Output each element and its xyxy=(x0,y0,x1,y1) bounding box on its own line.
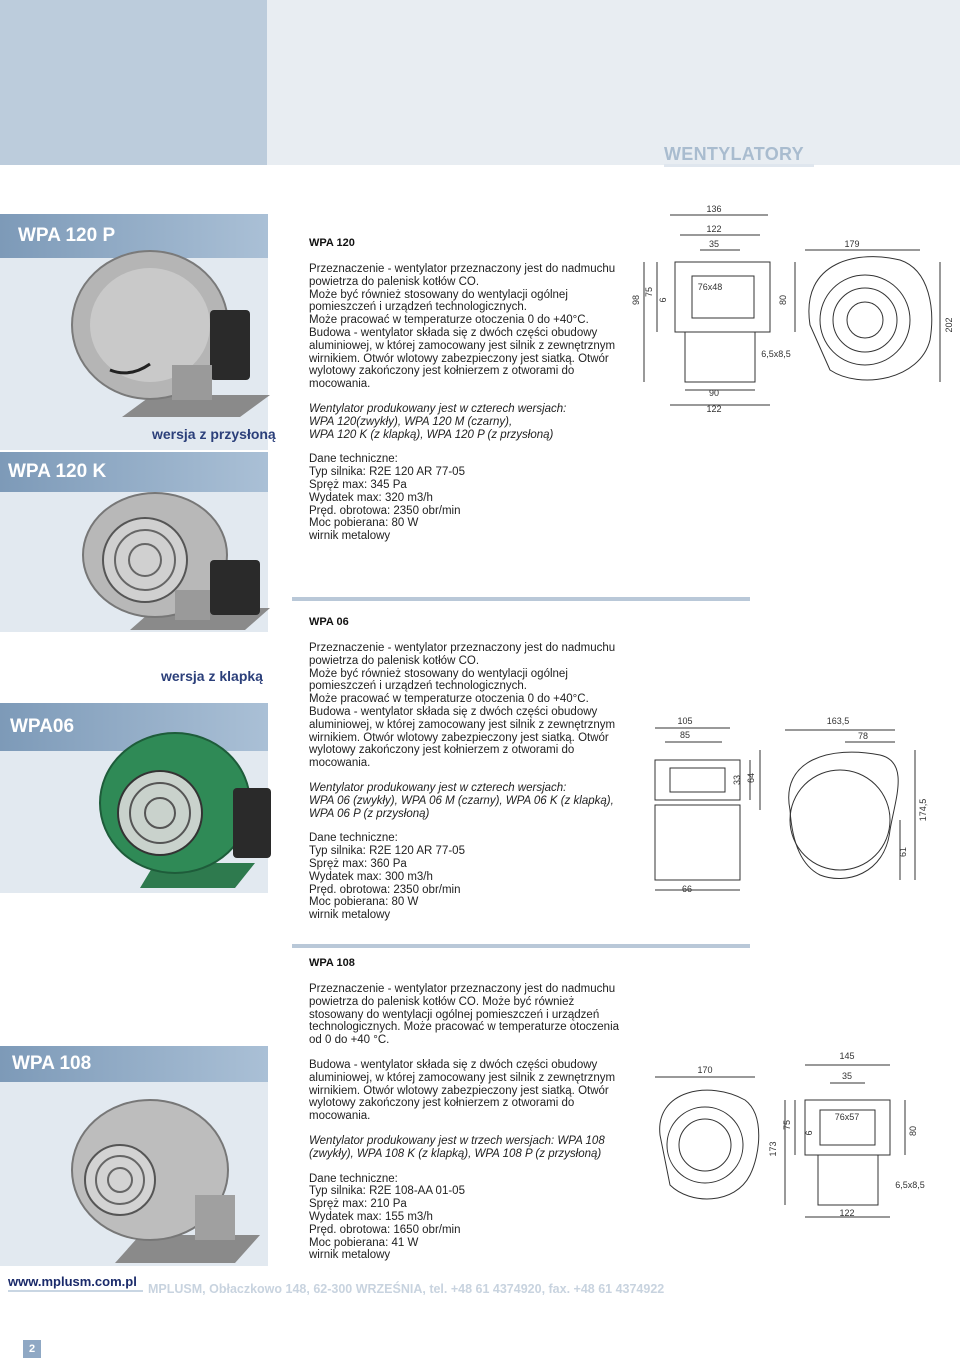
fan-front-grille-inner xyxy=(847,302,883,338)
fan-side-flange xyxy=(675,262,770,332)
wpa120-description xyxy=(309,263,639,543)
fan-outlet xyxy=(195,1195,235,1240)
dim-label: 78 xyxy=(857,731,869,741)
fan-flap xyxy=(175,590,210,620)
dim-label: 179 xyxy=(844,239,860,249)
desc-line: powietrza do palenisk kotłów CO. xyxy=(309,654,480,667)
versions-line: Wentylator produkowany jest w czterech wersjach: xyxy=(309,781,567,794)
desc-line: wylotowy zakończony jest kołnierzem z otworami do xyxy=(309,744,575,757)
dim-label: 80 xyxy=(778,294,788,306)
wpa108-fan-photo xyxy=(65,1095,260,1270)
desc-line: Przeznaczenie - wentylator przeznaczony jest do nadmuchu xyxy=(309,642,616,654)
fan-front-housing xyxy=(789,752,898,878)
desc-line: aluminiowej, w której zamocowany jest silnik z zewnętrznym xyxy=(309,718,616,731)
spec-line: Moc pobierana: 80 W xyxy=(309,896,419,909)
spec-line: Typ silnika: R2E 108-AA 01-05 xyxy=(309,1185,465,1198)
dim-label: 6,5x8,5 xyxy=(761,349,791,359)
dim-label: 75 xyxy=(782,1119,792,1131)
header-band-left xyxy=(0,0,267,165)
dim-label: 122 xyxy=(839,1208,855,1218)
fan-outlet xyxy=(172,365,212,400)
versions-line: Wentylator produkowany jest w czterech wersjach: xyxy=(309,402,567,415)
spec-line: Spręż max: 210 Pa xyxy=(309,1198,407,1211)
dim-label: 145 xyxy=(839,1051,855,1061)
spec-line: Pręd. obrotowa: 1650 obr/min xyxy=(309,1223,461,1236)
desc-line: powietrza do palenisk kotłów CO. Może być również xyxy=(309,995,575,1008)
desc-line: Budowa - wentylator składa się z dwóch części obudowy xyxy=(309,1058,598,1071)
desc-line: aluminiowej, w której zamocowany jest silnik z zewnętrznym xyxy=(309,1071,616,1084)
fan-motor-box xyxy=(210,310,250,380)
section-separator xyxy=(292,597,750,601)
spec-line: Pręd. obrotowa: 2350 obr/min xyxy=(309,504,461,517)
dim-label: 105 xyxy=(677,716,693,726)
desc-line: Może pracować w temperaturze otoczenia 0 do +40°C. xyxy=(309,314,589,327)
wpa120-dimension-drawing xyxy=(630,200,960,420)
spec-line: Dane techniczne: xyxy=(309,453,398,466)
dim-label: 61 xyxy=(898,846,908,858)
footer-address: MPLUSM, Obłaczkowo 148, 62-300 WRZEŚNIA, tel. +48 61 4374920, fax. +48 61 4374922 xyxy=(148,1282,665,1296)
desc-line: mocowania. xyxy=(309,1110,371,1123)
spec-line: Spręż max: 360 Pa xyxy=(309,857,407,870)
dim-label: 90 xyxy=(708,388,720,398)
desc-line: pomieszczeń i urządzeń technologicznych. xyxy=(309,680,527,693)
desc-line: Może być również stosowany do wentylacji ogólnej xyxy=(309,288,568,301)
spec-line: Typ silnika: R2E 120 AR 77-05 xyxy=(309,466,465,479)
dim-label: 170 xyxy=(697,1065,713,1075)
desc-line: Budowa - wentylator składa się z dwóch części obudowy xyxy=(309,326,598,339)
header-band-right xyxy=(267,0,960,165)
page-title: WENTYLATORY xyxy=(664,144,804,164)
dim-label: 76x48 xyxy=(697,282,723,292)
dim-label: 80 xyxy=(908,1125,918,1137)
versions-line: WPA 06 P (z przysłoną) xyxy=(309,807,430,820)
dim-label: 6 xyxy=(658,297,668,303)
fan-side-body xyxy=(818,1155,878,1205)
desc-line: stosowany do wentylacji ogólnej pomieszczeń i urządzeń xyxy=(309,1008,600,1021)
spec-line: Wydatek max: 155 m3/h xyxy=(309,1210,433,1223)
wpa108-label: WPA 108 xyxy=(0,1046,268,1082)
wpa120p-fan-photo xyxy=(60,245,270,420)
fan-motor-box xyxy=(210,560,260,615)
fan-side-body xyxy=(685,332,755,382)
desc-line: wylotowy zakończony jest kołnierzem z otworami do xyxy=(309,1097,575,1110)
fan-front-inlet xyxy=(667,1107,743,1183)
desc-line: Budowa - wentylator składa się z dwóch części obudowy xyxy=(309,705,598,718)
fan-front-grille xyxy=(679,1119,731,1171)
fan-side-body xyxy=(655,805,740,880)
fan-side-flange xyxy=(655,760,740,800)
wpa06-variant-label: wersja z klapką xyxy=(161,668,263,684)
wpa108-description xyxy=(309,983,649,1262)
desc-line: od 0 do +40 °C. xyxy=(309,1034,390,1047)
spec-line: wirnik metalowy xyxy=(309,909,391,922)
spec-line: Spręż max: 345 Pa xyxy=(309,478,407,491)
desc-line: wirnikiem. Otwór wlotowy zabezpieczony jest siatką. Otwór xyxy=(309,1084,609,1097)
dim-label: 75 xyxy=(644,286,654,298)
fan-front-inlet xyxy=(790,770,890,870)
wpa120p-variant-label: wersja z przysłoną xyxy=(152,426,276,442)
dim-label: 6 xyxy=(804,1130,814,1136)
desc-line: pomieszczeń i urządzeń technologicznych. xyxy=(309,301,527,314)
spec-line: Moc pobierana: 80 W xyxy=(309,517,419,530)
wpa108-title: WPA 108 xyxy=(309,957,355,969)
dim-label: 35 xyxy=(841,1071,853,1081)
spec-line: Typ silnika: R2E 120 AR 77-05 xyxy=(309,845,465,858)
desc-line: wylotowy zakończony jest kołnierzem z otworami do xyxy=(309,365,575,378)
fan-outlet-opening xyxy=(670,768,725,792)
dim-label: 33 xyxy=(732,774,742,786)
wpa108-dimension-drawing xyxy=(640,1045,940,1225)
desc-line: mocowania. xyxy=(309,757,371,770)
page-number: 2 xyxy=(23,1340,41,1358)
dim-label: 202 xyxy=(944,317,954,333)
desc-line: Przeznaczenie - wentylator przeznaczony jest do nadmuchu xyxy=(309,263,616,275)
dim-label: 122 xyxy=(706,224,722,234)
spec-line: wirnik metalowy xyxy=(309,530,391,543)
dim-label: 136 xyxy=(706,204,722,214)
desc-line: mocowania. xyxy=(309,378,371,391)
desc-line: wirnikiem. Otwór wlotowy zabezpieczony jest siatką. Otwór xyxy=(309,731,609,744)
wpa120k-label: WPA 120 K xyxy=(0,452,268,492)
section-separator xyxy=(292,944,750,948)
wpa06-description xyxy=(309,642,639,922)
desc-line: powietrza do palenisk kotłów CO. xyxy=(309,275,480,288)
wpa06-label: WPA06 xyxy=(0,703,268,751)
wpa06-dimension-drawing xyxy=(640,710,940,900)
fan-motor-box xyxy=(233,788,271,858)
wpa120-title: WPA 120 xyxy=(309,237,355,249)
spec-line: Wydatek max: 300 m3/h xyxy=(309,870,433,883)
footer-underline xyxy=(8,1290,143,1292)
desc-line: Może pracować w temperaturze otoczenia 0 do +40°C. xyxy=(309,693,589,706)
dim-label: 66 xyxy=(681,884,693,894)
dim-label: 163,5 xyxy=(826,716,850,726)
desc-line: technologicznych. Może pracować w temperaturze otoczenia xyxy=(309,1021,620,1034)
dim-label: 122 xyxy=(706,404,722,414)
desc-line: Może być również stosowany do wentylacji ogólnej xyxy=(309,667,568,680)
wpa120k-fan-photo xyxy=(75,490,270,635)
desc-line: aluminiowej, w której zamocowany jest silnik z zewnętrznym xyxy=(309,339,616,352)
dim-label: 35 xyxy=(708,239,720,249)
versions-line: Wentylator produkowany jest w trzech wersjach: WPA 108 xyxy=(309,1134,605,1147)
dim-label: 98 xyxy=(631,294,641,306)
dim-label: 76x57 xyxy=(834,1112,860,1122)
spec-line: Dane techniczne: xyxy=(309,1172,398,1185)
fan-side-flange xyxy=(805,1100,890,1155)
desc-line: wirnikiem. Otwór wlotowy zabezpieczony jest siatką. Otwór xyxy=(309,352,609,365)
versions-line: WPA 120 K (z klapką), WPA 120 P (z przysłoną) xyxy=(309,428,554,441)
dim-label: 85 xyxy=(679,730,691,740)
spec-line: Pręd. obrotowa: 2350 obr/min xyxy=(309,883,461,896)
wpa120p-label: WPA 120 P xyxy=(0,214,268,258)
spec-line: Dane techniczne: xyxy=(309,832,398,845)
footer-website-link[interactable]: www.mplusm.com.pl xyxy=(8,1274,137,1289)
dim-label: 64 xyxy=(746,772,756,784)
desc-line: Przeznaczenie - wentylator przeznaczony jest do nadmuchu xyxy=(309,983,616,995)
wpa06-title: WPA 06 xyxy=(309,616,349,628)
versions-line: WPA 120(zwykły), WPA 120 M (czarny), xyxy=(309,415,513,428)
versions-line: WPA 06 (zwykły), WPA 06 M (czarny), WPA 06 K (z klapką), xyxy=(309,794,614,807)
fan-front-grille xyxy=(833,288,897,352)
spec-line: Moc pobierana: 41 W xyxy=(309,1236,419,1249)
versions-line: (zwykły), WPA 108 K (z klapką), WPA 108 P (z przysłoną) xyxy=(309,1147,602,1160)
header-underline xyxy=(664,164,814,167)
spec-line: Wydatek max: 320 m3/h xyxy=(309,491,433,504)
spec-line: wirnik metalowy xyxy=(309,1249,391,1262)
dim-label: 6,5x8,5 xyxy=(895,1180,925,1190)
dim-label: 174,5 xyxy=(918,798,928,822)
wpa06-fan-photo xyxy=(95,728,275,893)
dim-label: 173 xyxy=(768,1141,778,1157)
